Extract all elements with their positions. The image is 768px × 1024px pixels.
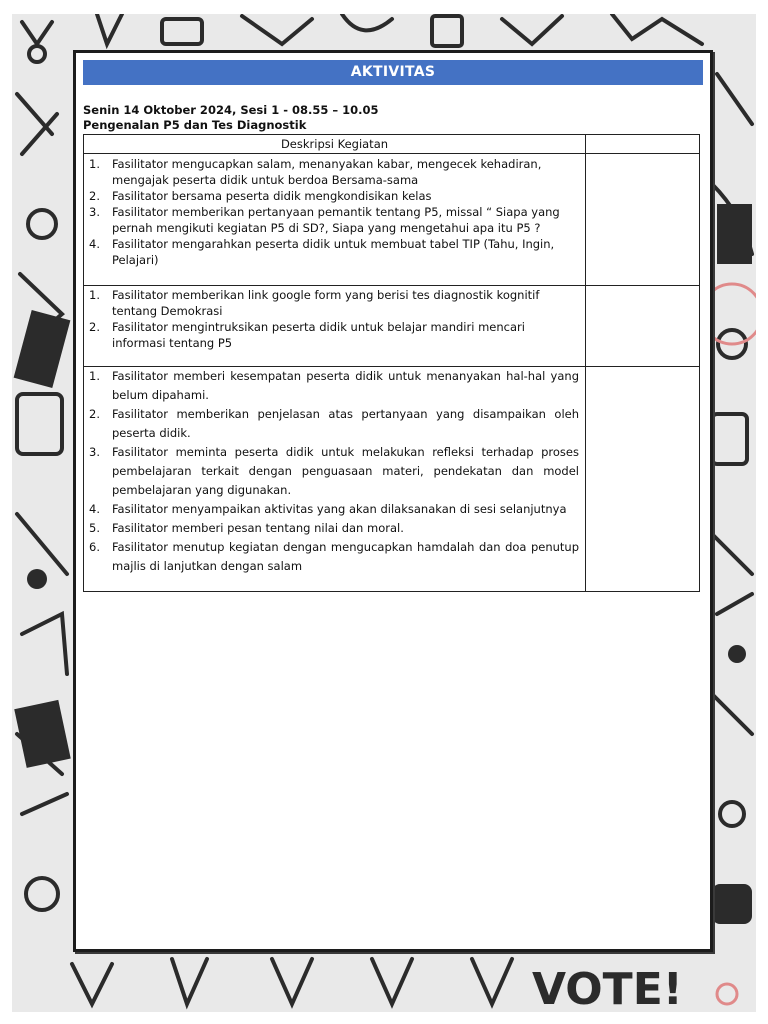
list-item: 6. Fasilitator menutup kegiatan dengan mengucapkan hamdalah dan doa penutup majlis di lanjutkan dengan salam bbox=[89, 540, 579, 573]
activity-block-opening bbox=[84, 154, 586, 286]
list-item: 1. Fasilitator memberi kesempatan peserta didik untuk menanyakan hal-hal yang belum dipahami. bbox=[89, 369, 579, 402]
document-page bbox=[73, 50, 713, 952]
blank-cell bbox=[586, 367, 700, 592]
list-item: 3. Fasilitator memberikan pertanyaan pemantik tentang P5, missal “ Siapa yang pernah mengikuti kegiatan P5 di SD?, Siapa yang mengetahui apa itu P5 ? bbox=[89, 205, 560, 235]
list-item: 5. Fasilitator memberi pesan tentang nilai dan moral. bbox=[89, 521, 404, 535]
session-schedule: Senin 14 Oktober 2024, Sesi 1 - 08.55 – 10.05 bbox=[83, 103, 379, 117]
activity-block-closing bbox=[84, 367, 586, 592]
list-item: 2. Fasilitator bersama peserta didik mengkondisikan kelas bbox=[89, 189, 432, 203]
column-header-blank bbox=[586, 135, 700, 154]
list-item: 4. Fasilitator mengarahkan peserta didik untuk membuat tabel TIP (Tahu, Ingin, Pelajari) bbox=[89, 237, 555, 267]
blank-cell bbox=[586, 286, 700, 367]
activity-title-bar: AKTIVITAS bbox=[83, 60, 703, 85]
table-header-row bbox=[84, 135, 700, 154]
activity-block-core bbox=[84, 286, 586, 367]
list-item: 4. Fasilitator menyampaikan aktivitas yang akan dilaksanakan di sesi selanjutnya bbox=[89, 502, 567, 516]
table-row bbox=[84, 154, 700, 286]
list-item: 2. Fasilitator mengintruksikan peserta didik untuk belajar mandiri mencari informasi tentang P5 bbox=[89, 320, 525, 350]
table-row bbox=[84, 286, 700, 367]
blank-cell bbox=[586, 154, 700, 286]
vote-doodle: VOTE! bbox=[532, 964, 683, 1012]
column-header-description: Deskripsi Kegiatan bbox=[84, 135, 586, 154]
table-row bbox=[84, 367, 700, 592]
list-item: 1. Fasilitator mengucapkan salam, menanyakan kabar, mengecek kehadiran, mengajak peserta didik untuk berdoa Bersama-sama bbox=[89, 157, 542, 187]
session-topic: Pengenalan P5 dan Tes Diagnostik bbox=[83, 118, 307, 132]
list-item: 2. Fasilitator memberikan penjelasan atas pertanyaan yang disampaikan oleh peserta didik. bbox=[89, 407, 579, 440]
list-item: 3. Fasilitator meminta peserta didik untuk melakukan refleksi terhadap proses pembelajaran terkait dengan penguasaan materi, pendekatan dan model pembelajaran yang digunakan. bbox=[89, 445, 579, 497]
activity-table bbox=[83, 134, 700, 592]
list-item: 1. Fasilitator memberikan link google form yang berisi tes diagnostik kognitif tentang Demokrasi bbox=[89, 288, 540, 318]
